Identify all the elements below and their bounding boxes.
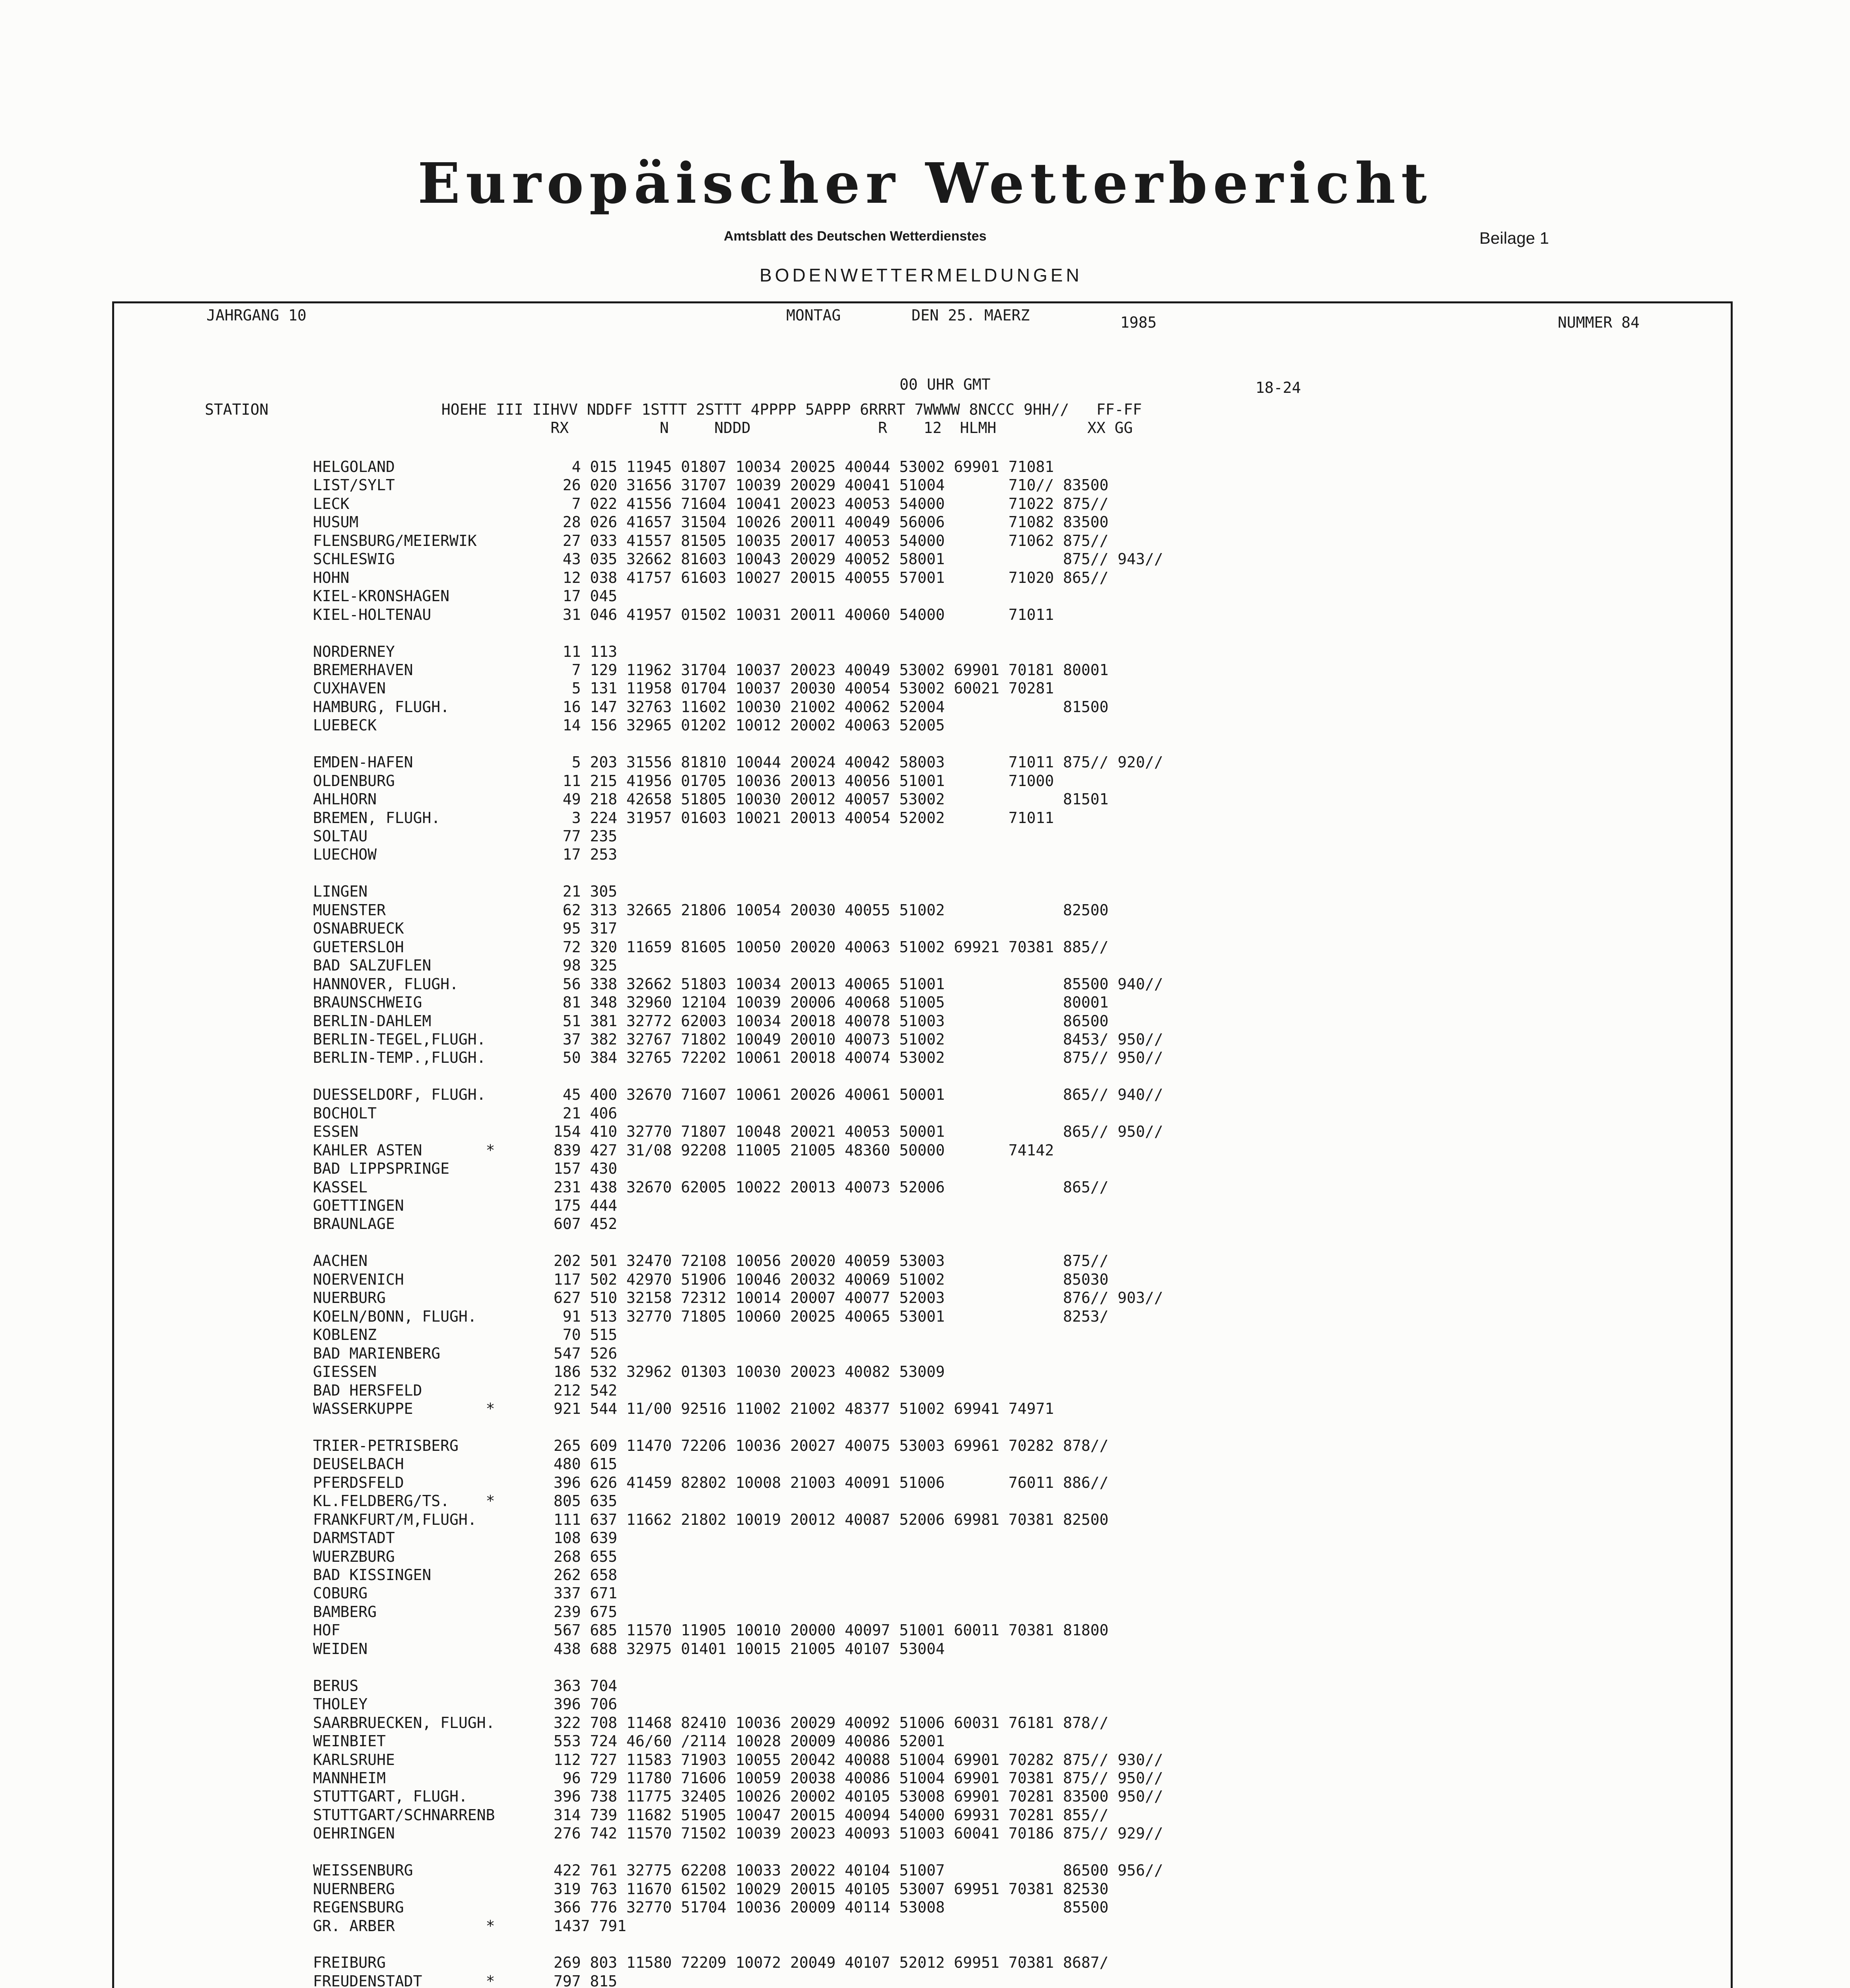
station-name: GOETTINGEN xyxy=(313,1197,404,1214)
station-data: 4 015 11945 01807 10034 20025 40044 53002 69901 71081 xyxy=(554,458,1054,476)
station-name: STUTTGART/SCHNARRENB xyxy=(313,1806,495,1824)
station-data: 108 639 xyxy=(554,1529,618,1547)
station-data: 276 742 11570 71502 10039 20023 40093 51003 60041 70186 875// 929// xyxy=(554,1825,1163,1842)
station-data: 37 382 32767 71802 10049 20010 40073 51002 8453/ 950// xyxy=(554,1030,1163,1048)
station-data: 14 156 32965 01202 10012 20002 40063 52005 xyxy=(554,716,945,734)
station-data: 314 739 11682 51905 10047 20015 40094 54000 69931 70281 855// xyxy=(554,1806,1109,1824)
observation-time: 00 UHR GMT xyxy=(900,376,991,393)
station-name: FRANKFURT/M,FLUGH. xyxy=(313,1510,477,1528)
station-name: SOLTAU xyxy=(313,827,368,845)
issue-number: NUMMER 84 xyxy=(1558,314,1640,331)
station-data: 50 384 32765 72202 10061 20018 40074 53002 875// 950// xyxy=(554,1049,1163,1067)
station-data: 27 033 41557 81505 10035 20017 40053 54000 71062 875// xyxy=(554,532,1109,549)
station-data: 212 542 xyxy=(554,1381,618,1399)
station-name: GUETERSLOH xyxy=(313,938,404,956)
station-name: NUERNBERG xyxy=(313,1880,395,1898)
station-name: FREIBURG xyxy=(313,1954,386,1972)
station-data: 72 320 11659 81605 10050 20020 40063 51002 69921 70381 885// xyxy=(554,938,1109,956)
station-name: OEHRINGEN xyxy=(313,1825,395,1842)
station-name: SCHLESWIG xyxy=(313,550,395,568)
station-name: CUXHAVEN xyxy=(313,679,386,697)
station-name: COBURG xyxy=(313,1584,368,1602)
station-name: BAD SALZUFLEN xyxy=(313,957,431,975)
station-name: BAD KISSINGEN xyxy=(313,1566,431,1584)
station-data: 43 035 32662 81603 10043 20029 40052 58001 875// 943// xyxy=(554,550,1163,568)
report-frame xyxy=(112,301,1733,1988)
station-name: OLDENBURG xyxy=(313,772,395,790)
station-name: WASSERKUPPE * xyxy=(313,1400,495,1417)
station-data: 202 501 32470 72108 10056 20020 40059 53003 875// xyxy=(554,1252,1109,1270)
station-data: 12 038 41757 61603 10027 20015 40055 57001 71020 865// xyxy=(554,569,1109,586)
station-name: BRAUNLAGE xyxy=(313,1215,395,1233)
station-data: 319 763 11670 61502 10029 20015 40105 53007 69951 70381 82530 xyxy=(554,1880,1109,1898)
station-name: MANNHEIM xyxy=(313,1769,386,1787)
station-name: BOCHOLT xyxy=(313,1104,377,1122)
station-data: 56 338 32662 51803 10034 20013 40065 51001 85500 940// xyxy=(554,975,1163,993)
station-name: BRAUNSCHWEIG xyxy=(313,994,422,1011)
station-data: 21 406 xyxy=(554,1104,618,1122)
column-headers: STATION HOEHE III IIHVV NDDFF 1STTT 2STTT 4PPPP 5APPP 6RRRT 7WWWW 8NCCC 9HH// FF-FF xyxy=(205,401,1142,418)
station-name: GIESSEN xyxy=(313,1363,377,1381)
station-data: 567 685 11570 11905 10010 20000 40097 51001 60011 70381 81800 xyxy=(554,1621,1109,1639)
station-data: 396 738 11775 32405 10026 20002 40105 53008 69901 70281 83500 950// xyxy=(554,1788,1163,1806)
station-name: WEIDEN xyxy=(313,1640,368,1658)
station-name: LINGEN xyxy=(313,883,368,901)
station-data: 422 761 32775 62208 10033 20022 40104 51007 86500 956// xyxy=(554,1862,1163,1879)
station-data: 1437 791 xyxy=(554,1917,627,1935)
station-name: PFERDSFELD xyxy=(313,1474,404,1491)
station-data: 5 203 31556 81810 10044 20024 40042 58003 71011 875// 920// xyxy=(554,753,1163,771)
station-name: KL.FELDBERG/TS. * xyxy=(313,1492,495,1510)
station-data: 262 658 xyxy=(554,1566,618,1584)
station-name: BERLIN-TEGEL,FLUGH. xyxy=(313,1030,486,1048)
station-name: OSNABRUECK xyxy=(313,920,404,938)
station-name: FLENSBURG/MEIERWIK xyxy=(313,532,477,549)
station-name: LIST/SYLT xyxy=(313,476,395,494)
station-name: HUSUM xyxy=(313,513,359,531)
station-data: 839 427 31/08 92208 11005 21005 48360 50000 74142 xyxy=(554,1141,1054,1159)
station-data: 7 022 41556 71604 10041 20023 40053 54000 71022 875// xyxy=(554,495,1109,513)
station-name: HANNOVER, FLUGH. xyxy=(313,975,459,993)
station-data: 186 532 32962 01303 10030 20023 40082 53009 xyxy=(554,1363,945,1381)
station-name: KASSEL xyxy=(313,1178,368,1196)
station-data: 96 729 11780 71606 10059 20038 40086 51004 69901 70381 875// 950// xyxy=(554,1769,1163,1787)
station-name: TRIER-PETRISBERG xyxy=(313,1437,459,1454)
station-data: 17 253 xyxy=(554,846,618,864)
section-title: BODENWETTERMELDUNGEN xyxy=(760,265,1082,285)
station-data: 111 637 11662 21802 10019 20012 40087 52006 69981 70381 82500 xyxy=(554,1510,1109,1528)
station-data: 51 381 32772 62003 10034 20018 40078 51003 86500 xyxy=(554,1012,1109,1030)
station-data: 363 704 xyxy=(554,1677,618,1695)
station-data: 797 815 xyxy=(554,1972,618,1988)
year-label: 1985 xyxy=(1120,314,1157,331)
station-data: 81 348 32960 12104 10039 20006 40068 51005 80001 xyxy=(554,994,1109,1011)
station-data: 17 045 xyxy=(554,587,618,605)
station-data: 396 706 xyxy=(554,1695,618,1713)
station-name: THOLEY xyxy=(313,1695,368,1713)
station-data: 117 502 42970 51906 10046 20032 40069 51002 85030 xyxy=(554,1270,1109,1288)
station-name: BREMERHAVEN xyxy=(313,661,413,679)
station-data: 627 510 32158 72312 10014 20007 40077 52003 876// 903// xyxy=(554,1289,1163,1307)
station-name: REGENSBURG xyxy=(313,1899,404,1916)
station-data: 239 675 xyxy=(554,1603,618,1621)
station-name: BAD MARIENBERG xyxy=(313,1344,441,1362)
station-data: 21 305 xyxy=(554,883,618,901)
station-data: 11 215 41956 01705 10036 20013 40056 51001 71000 xyxy=(554,772,1054,790)
station-data: 921 544 11/00 92516 11002 21002 48377 51002 69941 74971 xyxy=(554,1400,1054,1417)
station-data: 231 438 32670 62005 10022 20013 40073 52006 865// xyxy=(554,1178,1109,1196)
station-name: LECK xyxy=(313,495,350,513)
station-data: 31 046 41957 01502 10031 20011 40060 54000 71011 xyxy=(554,606,1054,623)
station-name: HAMBURG, FLUGH. xyxy=(313,698,450,716)
station-data: 480 615 xyxy=(554,1455,618,1473)
station-name: WEINBIET xyxy=(313,1732,386,1750)
column-subheaders: RX N NDDD R 12 HLMH XX GG xyxy=(205,419,1133,437)
station-data: 3 224 31957 01603 10021 20013 40054 52002 71011 xyxy=(554,809,1054,827)
station-data: 322 708 11468 82410 10036 20029 40092 51006 60031 76181 878// xyxy=(554,1714,1109,1732)
station-name: NOERVENICH xyxy=(313,1270,404,1288)
station-name: SAARBRUECKEN, FLUGH. xyxy=(313,1714,495,1732)
station-data: 337 671 xyxy=(554,1584,618,1602)
station-data: 95 317 xyxy=(554,920,618,938)
station-data: 45 400 32670 71607 10061 20026 40061 50001 865// 940// xyxy=(554,1086,1163,1104)
station-data: 269 803 11580 72209 10072 20049 40107 52012 69951 70381 8687/ xyxy=(554,1954,1109,1972)
station-data: 77 235 xyxy=(554,827,618,845)
station-data: 70 515 xyxy=(554,1326,618,1344)
station-name: BAD HERSFELD xyxy=(313,1381,422,1399)
station-data: 265 609 11470 72206 10036 20027 40075 53003 69961 70282 878// xyxy=(554,1437,1109,1454)
station-name: KARLSRUHE xyxy=(313,1751,395,1769)
station-data: 547 526 xyxy=(554,1344,618,1362)
station-data: 112 727 11583 71903 10055 20042 40088 51004 69901 70282 875// 930// xyxy=(554,1751,1163,1769)
station-data: 26 020 31656 31707 10039 20029 40041 51004 710// 83500 xyxy=(554,476,1109,494)
station-name: NORDERNEY xyxy=(313,643,395,660)
station-name: WEISSENBURG xyxy=(313,1862,413,1879)
station-name: GR. ARBER * xyxy=(313,1917,495,1935)
station-data: 91 513 32770 71805 10060 20025 40065 53001 8253/ xyxy=(554,1307,1109,1325)
station-data: 5 131 11958 01704 10037 20030 40054 53002 60021 70281 xyxy=(554,679,1054,697)
station-name: KIEL-KRONSHAGEN xyxy=(313,587,450,605)
station-name: BERLIN-TEMP.,FLUGH. xyxy=(313,1049,486,1067)
date-label: DEN 25. MAERZ xyxy=(911,307,1030,324)
station-data: 11 113 xyxy=(554,643,618,660)
station-name: EMDEN-HAFEN xyxy=(313,753,413,771)
station-data: 366 776 32770 51704 10036 20009 40114 53008 85500 xyxy=(554,1899,1109,1916)
time-range: 18-24 xyxy=(1255,379,1301,396)
station-data: 157 430 xyxy=(554,1160,618,1178)
station-name: HOHN xyxy=(313,569,350,586)
station-data: 607 452 xyxy=(554,1215,618,1233)
station-name: HELGOLAND xyxy=(313,458,395,476)
station-data: 62 313 32665 21806 10054 20030 40055 51002 82500 xyxy=(554,901,1109,919)
station-name: BAMBERG xyxy=(313,1603,377,1621)
publisher-subtitle: Amtsblatt des Deutschen Wetterdienstes xyxy=(724,229,987,244)
station-data: 98 325 xyxy=(554,957,618,975)
page-title: Europäischer Wetterbericht xyxy=(418,151,1432,216)
station-name: NUERBURG xyxy=(313,1289,386,1307)
station-data: 175 444 xyxy=(554,1197,618,1214)
station-name: DARMSTADT xyxy=(313,1529,395,1547)
station-data: 438 688 32975 01401 10015 21005 40107 53004 xyxy=(554,1640,945,1658)
station-name: MUENSTER xyxy=(313,901,386,919)
volume-label: JAHRGANG 10 xyxy=(206,307,307,324)
station-name: BREMEN, FLUGH. xyxy=(313,809,441,827)
weekday-label: MONTAG xyxy=(786,307,841,324)
station-name: LUEBECK xyxy=(313,716,377,734)
station-name: BAD LIPPSPRINGE xyxy=(313,1160,450,1178)
station-data: 805 635 xyxy=(554,1492,618,1510)
station-name: KOELN/BONN, FLUGH. xyxy=(313,1307,477,1325)
supplement-label: Beilage 1 xyxy=(1479,229,1549,247)
station-name: LUECHOW xyxy=(313,846,377,864)
station-name: AHLHORN xyxy=(313,790,377,808)
station-name: KAHLER ASTEN * xyxy=(313,1141,495,1159)
station-data: 154 410 32770 71807 10048 20021 40053 50001 865// 950// xyxy=(554,1123,1163,1141)
station-name: DEUSELBACH xyxy=(313,1455,404,1473)
station-name: KIEL-HOLTENAU xyxy=(313,606,431,623)
station-name: ESSEN xyxy=(313,1123,359,1141)
station-data: 268 655 xyxy=(554,1547,618,1565)
station-data: 28 026 41657 31504 10026 20011 40049 56006 71082 83500 xyxy=(554,513,1109,531)
station-name: HOF xyxy=(313,1621,340,1639)
station-data: 16 147 32763 11602 10030 21002 40062 52004 81500 xyxy=(554,698,1109,716)
station-name: AACHEN xyxy=(313,1252,368,1270)
station-data: 7 129 11962 31704 10037 20023 40049 53002 69901 70181 80001 xyxy=(554,661,1109,679)
station-name: BERLIN-DAHLEM xyxy=(313,1012,431,1030)
station-name: BERUS xyxy=(313,1677,359,1695)
station-name: KOBLENZ xyxy=(313,1326,377,1344)
station-name: STUTTGART, FLUGH. xyxy=(313,1788,468,1806)
station-data: 49 218 42658 51805 10030 20012 40057 53002 81501 xyxy=(554,790,1109,808)
station-name: DUESSELDORF, FLUGH. xyxy=(313,1086,486,1104)
station-data: 396 626 41459 82802 10008 21003 40091 51006 76011 886// xyxy=(554,1474,1109,1491)
station-name: WUERZBURG xyxy=(313,1547,395,1565)
station-name: FREUDENSTADT * xyxy=(313,1972,495,1988)
station-data: 553 724 46/60 /2114 10028 20009 40086 52001 xyxy=(554,1732,945,1750)
